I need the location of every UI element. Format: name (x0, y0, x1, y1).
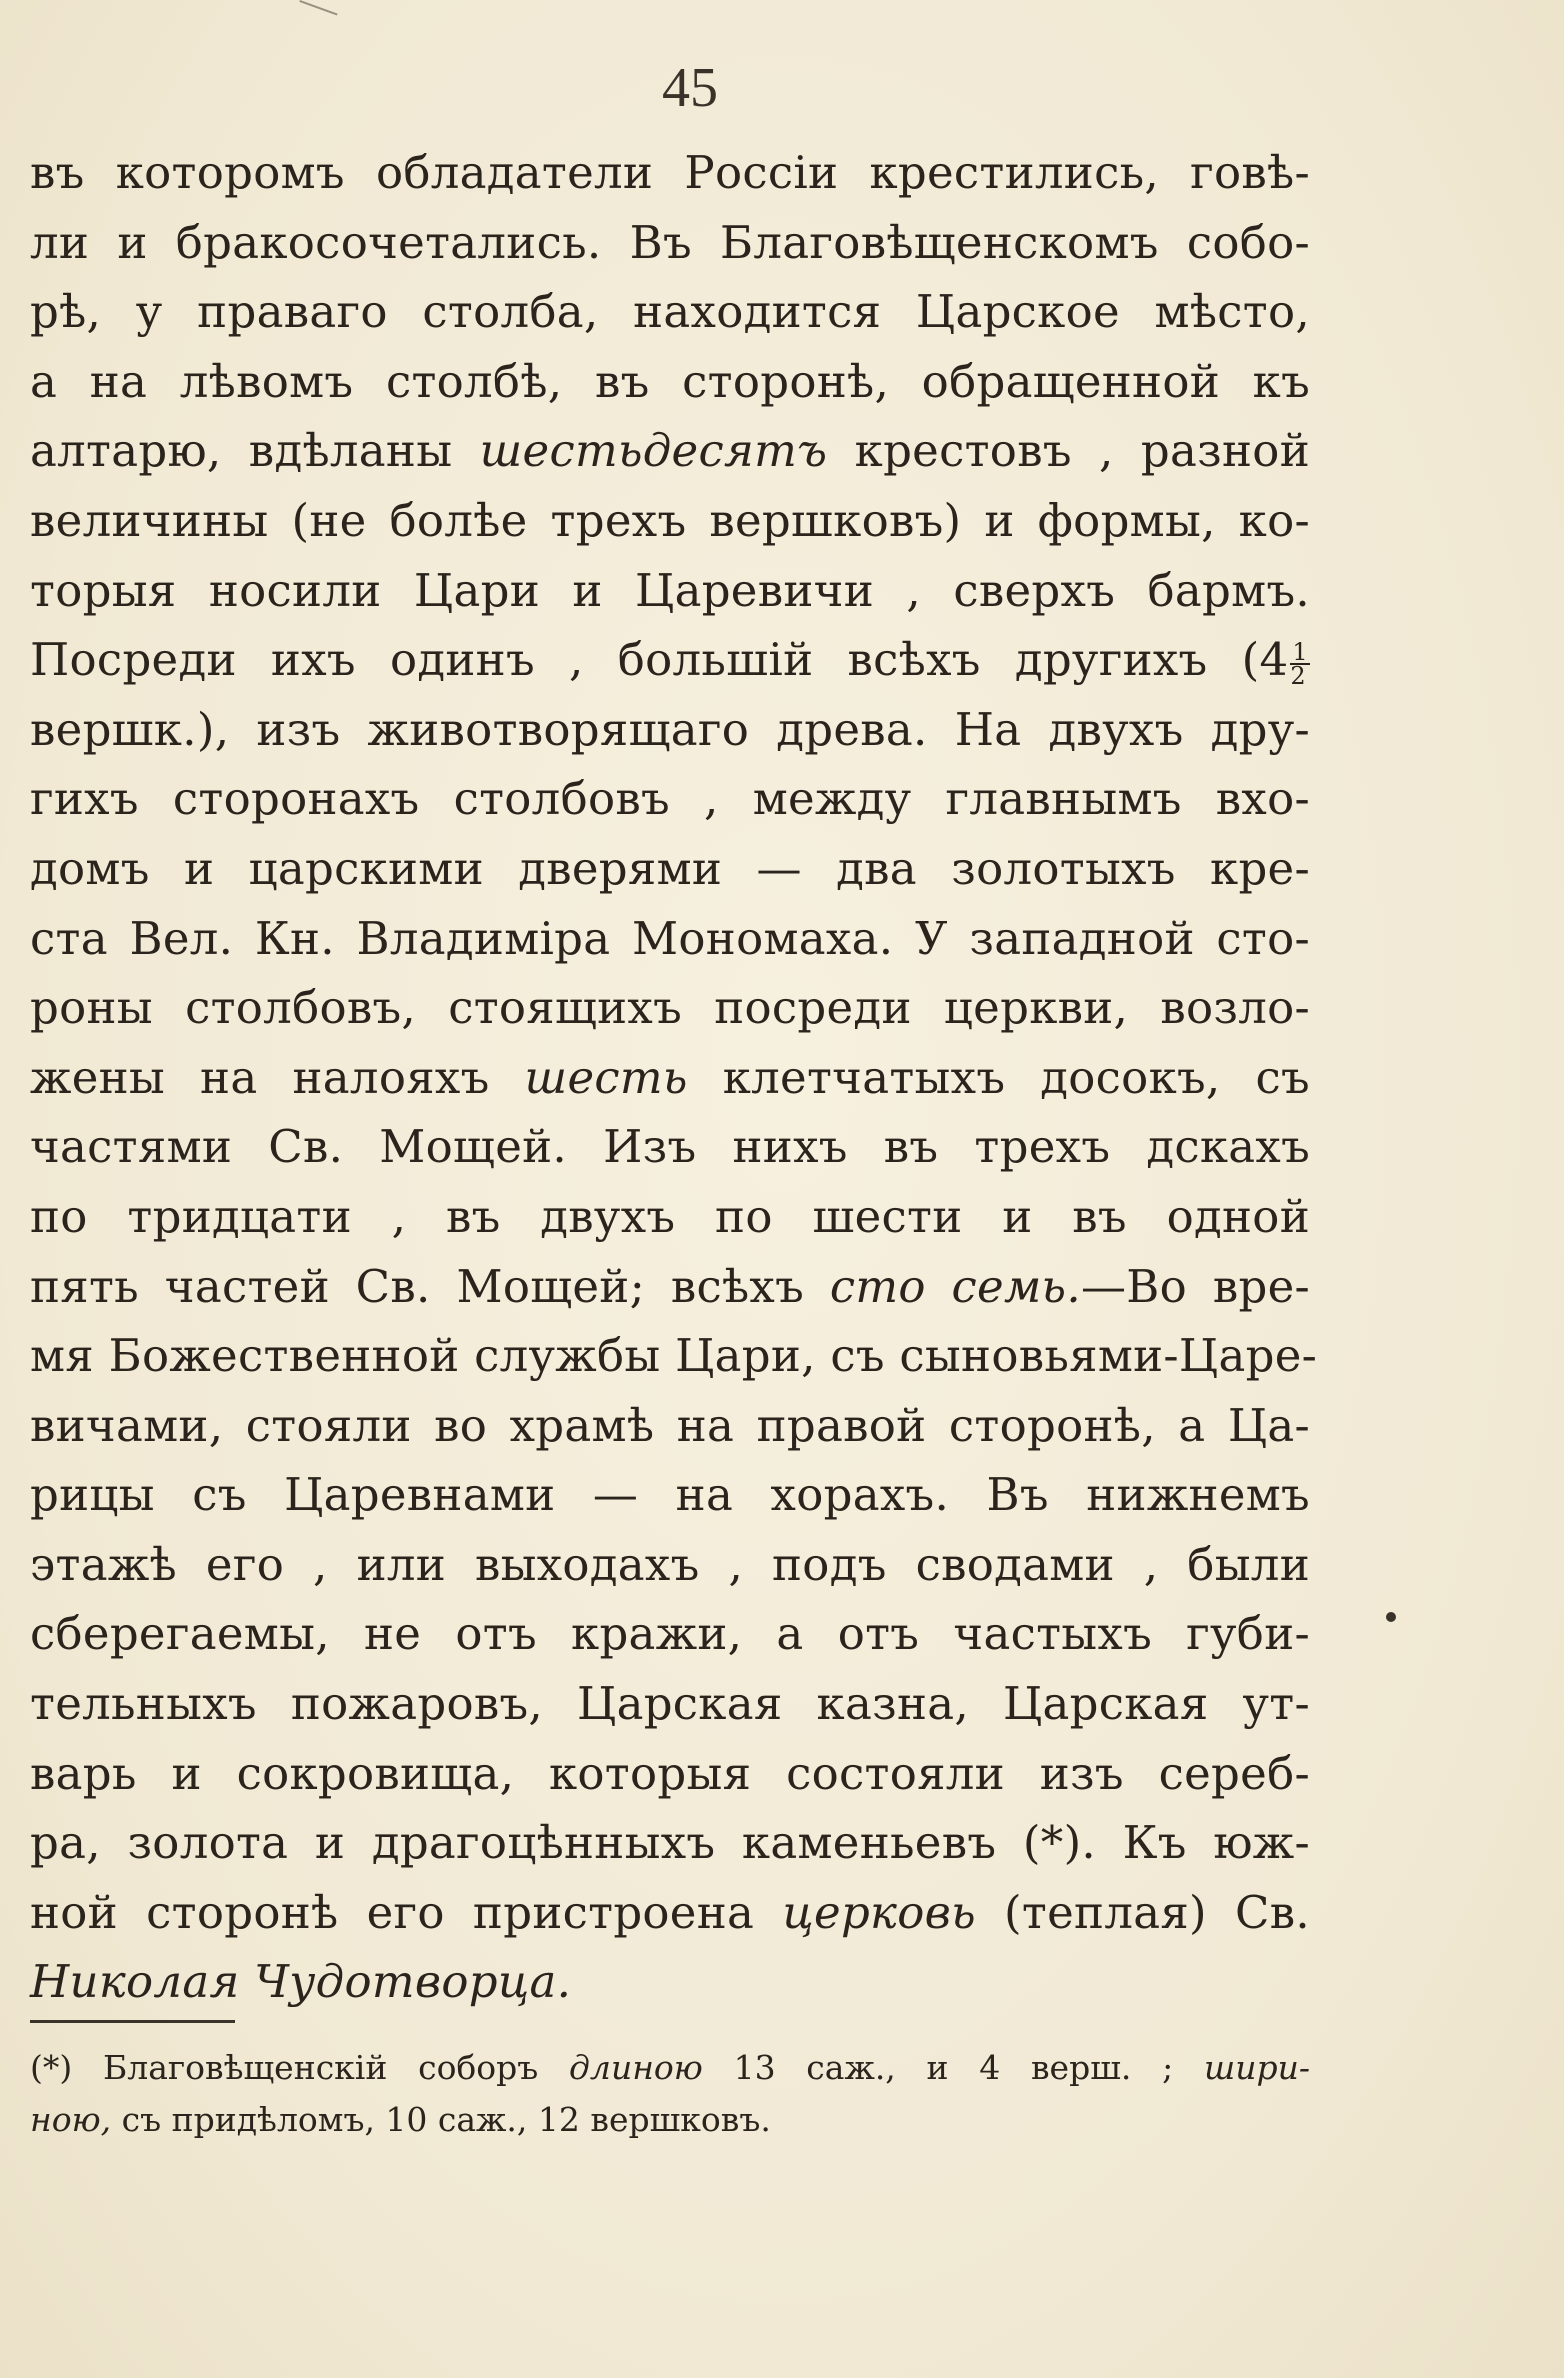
italic-text: Николая Чудотворца. (30, 1955, 572, 2009)
italic-text: длиною (569, 2048, 703, 2087)
body-line (30, 1321, 1318, 1391)
main-text (30, 138, 1318, 2017)
body-line (30, 1669, 1310, 1739)
body-line (30, 1878, 1310, 1948)
page-number: 45 (662, 57, 718, 119)
italic-text: сто семь. (829, 1259, 1081, 1313)
body-line (30, 277, 1310, 347)
footnote (30, 2042, 1310, 2146)
text-segment: варь и сокровища, которыя состояли изъ сереб- (30, 1746, 1310, 1800)
text-segment: тельныхъ пожаровъ, Царская казна, Царская ут- (30, 1677, 1310, 1731)
text-segment: клетчатыхъ досокъ, съ (687, 1050, 1310, 1104)
text-segment: по тридцати , въ двухъ по шести и въ одной (30, 1189, 1310, 1243)
body-line (30, 1391, 1310, 1461)
body-line (30, 1599, 1310, 1669)
footnote-divider (30, 2020, 235, 2023)
text-segment: а на лѣвомъ столбѣ, въ сторонѣ, обращенной къ (30, 354, 1310, 408)
footnote-line (30, 2042, 1310, 2094)
body-line (30, 138, 1310, 208)
text-segment: частями Св. Мощей. Изъ нихъ въ трехъ дскахъ (30, 1120, 1310, 1174)
footnote-line (30, 2094, 1310, 2146)
text-segment: пять частей Св. Мощей; всѣхъ (30, 1259, 830, 1313)
text-segment: крестовъ , разной (827, 424, 1310, 478)
body-line (30, 486, 1310, 556)
edge-mark (295, 0, 337, 27)
text-segment: роны столбовъ, стоящихъ посреди церкви, возло- (30, 981, 1310, 1035)
text-segment: рѣ, у праваго столба, находится Царское мѣсто, (30, 285, 1310, 339)
text-segment: этажѣ его , или выходахъ , подъ сводами , были (30, 1537, 1310, 1591)
body-line (30, 973, 1310, 1043)
italic-text: церковь (782, 1885, 976, 1939)
text-segment: ра, золота и драгоцѣнныхъ каменьевъ (*). Къ юж- (30, 1816, 1310, 1870)
text-segment: (теплая) Св. (975, 1885, 1310, 1939)
text-segment: мя Божественной службы Цари, съ сыновьями-Царе- (30, 1329, 1318, 1383)
text-segment: —Во вре- (1080, 1259, 1311, 1313)
body-line (30, 1112, 1310, 1182)
italic-text: шири- (1203, 2048, 1310, 2087)
text-segment: вершк.), изъ животворящаго древа. На двухъ дру- (30, 702, 1310, 756)
text-segment: ной сторонѣ его пристроена (30, 1885, 783, 1939)
italic-text: шесть (524, 1050, 688, 1104)
text-segment: домъ и царскими дверями — два золотыхъ кре- (30, 841, 1310, 895)
text-segment: алтарю, вдѣланы (30, 424, 480, 478)
text-segment: въ которомъ обладатели Россіи крестились, говѣ- (30, 146, 1310, 199)
body-line (30, 208, 1310, 278)
body-line (30, 1530, 1310, 1600)
body-line (30, 695, 1310, 765)
text-segment: рицы съ Царевнами — на хорахъ. Въ нижнемъ (30, 1468, 1310, 1522)
italic-text: ною, (30, 2100, 112, 2139)
body-line (30, 1252, 1310, 1322)
text-segment: гихъ сторонахъ столбовъ , между главнымъ вхо- (30, 772, 1310, 826)
body-line (30, 1043, 1310, 1113)
body-line (30, 1460, 1310, 1530)
fraction-denominator: 2 (1290, 661, 1306, 690)
text-segment: вичами, стояли во храмѣ на правой сторонѣ, а Ца- (30, 1398, 1310, 1452)
body-line (30, 834, 1310, 904)
body-line (30, 1739, 1310, 1809)
text-segment: (*) Благовѣщенскій соборъ (30, 2048, 570, 2087)
body-line (30, 1947, 1310, 2017)
body-line (30, 556, 1310, 626)
fraction (1290, 637, 1310, 690)
text-segment: Посреди ихъ одинъ , большій всѣхъ другихъ (4 (30, 633, 1289, 687)
text-segment: сберегаемы, не отъ кражи, а отъ частыхъ губи- (30, 1607, 1310, 1661)
margin-dot (1386, 1612, 1396, 1622)
text-segment: ли и бракосочетались. Въ Благовѣщенскомъ собо- (30, 215, 1310, 269)
body-line (30, 416, 1310, 486)
text-segment: ста Вел. Кн. Владиміра Мономаха. У западной сто- (30, 911, 1310, 965)
text-segment: 13 саж., и 4 верш. ; (702, 2048, 1204, 2087)
text-segment: съ придѣломъ, 10 саж., 12 вершковъ. (111, 2100, 771, 2139)
body-line (30, 764, 1310, 834)
body-line (30, 347, 1310, 417)
body-line (30, 1182, 1310, 1252)
text-segment: жены на налояхъ (30, 1050, 525, 1104)
body-line (30, 625, 1310, 695)
body-line (30, 1808, 1310, 1878)
text-segment: торыя носили Цари и Царевичи , сверхъ бармъ. (30, 563, 1310, 617)
italic-text: шестьдесятъ (479, 424, 828, 478)
text-segment: величины (не болѣе трехъ вершковъ) и формы, ко- (30, 493, 1310, 547)
fraction-numerator: 1 (1292, 637, 1308, 666)
body-line (30, 904, 1310, 974)
